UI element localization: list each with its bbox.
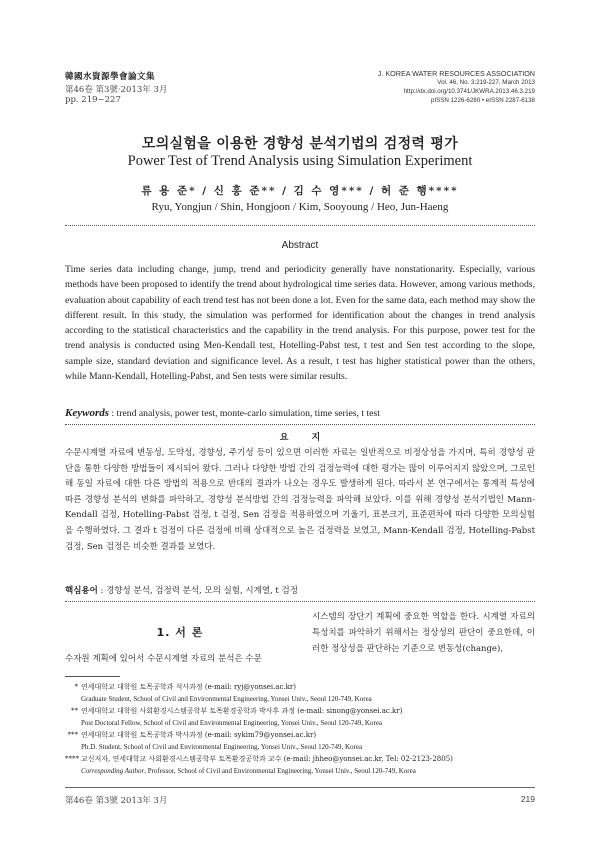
authors-en: Ryu, Yongjun / Shin, Hongjoon / Kim, Sooyoung / Heo, Jun-Haeng: [151, 201, 449, 213]
korean-abstract-body: 수문시계열 자료에 변동성, 도약성, 경향성, 주기성 등이 있으면 이러한 자료는 일반적으로 비정상성을 가지며, 특히 경향성 판단을 통한 다양한 방법들이 제시되어 왔다. 그러나 다양한 방법 간의 검정능력에 대한 평가는 많이 이루어지지 않았으며, 그로인해 동일 자료에 대한 다른 방법의 적용으로 반대의 결과가 나오는 경우도 발생하게 된다. 따라서 본 연구에서는 통계적 특성에 따른 경향성 분석의 변화를 파악하고, 경향성 분석방법 간의 검정능력을 파악해 보았다. 이를 위해 경향성 분석기법인 Mann-Kendall 검정, Hotelling-Pabst 검정, t 검정, Sen 검정을 적용하였으며 기울기, 표본크기, 표준편차에 따라 다양한 모의실험을 수행하였다. 그 결과 t 검정이 다른 검정에 비해 상대적으로 높은 검정력을 보였고, Mann-Kendall 검정, Hotelling-Pabst 검정, Sen 검정은 비슷한 결과를 보였다.: [65, 448, 535, 552]
korean-keywords: [65, 584, 535, 596]
footnote-en: Graduate Student, School of Civil and Environmental Engineering, Yonsei Univ., Seoul 120-749, Korea: [81, 695, 372, 704]
divider-keywords: [65, 601, 535, 602]
keywords-text: : trend analysis, power test, monte-carlo simulation, time series, t test: [109, 408, 380, 419]
divider-abstract: [65, 424, 535, 425]
abstract-body: Time series data including change, jump, trend and periodicity generally have nonstationarity. Especially, various methods have been proposed to identify the trend about hydrological time series data. However, among various methods, evaluation about capability of each trend test has not been done a lot. Even for the same data, each method may show the different result. In this study, the simulation was performed for identification about the changes in trend analysis according to the statistical characteristics and the capability in the trend analysis. For this purpose, power test for the trend analysis is conducted using Men-Kendall test, Hotelling-Pabst test, t test and Sen test according to the slope, sample size, standard deviation and significance level. As a result, t test has higher statistical power than the others, while Mann-Kendall, Hotelling-Pabst, and Sen tests were similar results.: [65, 264, 535, 383]
footnote-en: Post Doctoral Fellow, School of Civil and Environmental Engineering, Yonsei Univ., Seoul 120-749, Korea: [81, 719, 383, 728]
authors-ko: 류 용 준* / 신 홍 준** / 김 수 영*** / 허 준 행****: [141, 185, 459, 197]
paper-title-en: Power Test of Trend Analysis using Simulation Experiment: [127, 153, 473, 169]
korean-abstract-heading: 요 지: [279, 433, 331, 443]
footnote-en: [65, 765, 535, 777]
footnote-rule: [65, 676, 120, 677]
volume-info-ko: 第46卷 第3號·2013年 3月: [65, 85, 168, 95]
issn: pISSN 1226-6280 • eISSN 2287-6138: [431, 97, 535, 104]
footnote-mark: ***: [67, 731, 78, 739]
korean-keywords-label: 핵심용어: [65, 586, 98, 596]
keywords-label: Keywords: [65, 407, 109, 419]
footnote: [65, 729, 535, 754]
journal-name-ko: 韓國水資源學會論文集: [65, 72, 156, 82]
paper-title-ko: 모의실험을 이용한 경향성 분석기법의 검정력 평가: [141, 136, 459, 152]
journal-name-en: J. KOREA WATER RESOURCES ASSOCIATION: [377, 69, 535, 78]
keywords: [65, 407, 535, 419]
footnote-ko: 교신저자, 연세대학교 사회환경시스템공학부 토목환경공학과 교수 (e-mail: jhheo@yonsei.ac.kr, Tel: 02-2123-2805): [81, 755, 453, 763]
intro-text-right: 시스템의 장단기 계획에 중요한 역할을 한다. 시계열 자료의 특성치를 파악하기 위해서는 정상성의 판단이 중요한데, 이러한 정상성을 판단하는 기준으로 변동성(change),: [312, 612, 535, 654]
footnote-ko: 연세대학교 대학원 토목공학과 박사과정 (e-mail: sykim79@yonsei.ac.kr): [81, 731, 317, 739]
korean-keywords-text: : 경향성 분석, 검정력 분석, 모의 실험, 시계열, t 검정: [97, 586, 298, 596]
footnote-mark: ****: [65, 755, 79, 763]
footnote-ko: 연세대학교 대학원 사회환경시스템공학부 토목환경공학과 박사후 과정 (e-mail: sinong@yonsei.ac.kr): [81, 707, 403, 715]
footnote-en-italic: Corresponding Author: [81, 767, 145, 776]
footnote-mark: *: [74, 683, 78, 691]
footer-volume: 第46卷 第3號 2013年 3月: [65, 796, 168, 806]
footer-rule: [65, 787, 535, 788]
footnote-ko: 연세대학교 대학원 토목공학과 석사과정 (e-mail: ryj@yonsei.ac.kr): [81, 683, 296, 691]
footnote-en-rest: , Professor, School of Civil and Environmental Engineering, Yonsei Univ., Seoul 120-749, Korea: [144, 767, 416, 776]
page-number: 219: [520, 794, 535, 804]
intro-text-left: 수자원 계획에 있어서 수문시계열 자료의 분석은 수문: [65, 654, 262, 664]
footnote: [65, 681, 535, 706]
divider-top: [65, 225, 535, 226]
section-heading-intro: 1. 서 론: [156, 626, 204, 639]
doi-link[interactable]: http://dx.doi.org/10.3741/JKWRA.2013.46.3.219: [403, 88, 535, 95]
abstract-heading: Abstract: [281, 240, 319, 251]
footnote-en: Ph.D. Student, School of Civil and Environmental Engineering, Yonsei Univ., Seoul 120-749, Korea: [81, 743, 363, 752]
footnote: [65, 705, 535, 730]
footnote: [65, 753, 535, 778]
footnote-mark: **: [71, 707, 78, 715]
volume-info-en: Vol. 46, No. 3:219-227, March 2013: [437, 79, 535, 86]
page-range: pp. 219~227: [65, 95, 121, 105]
